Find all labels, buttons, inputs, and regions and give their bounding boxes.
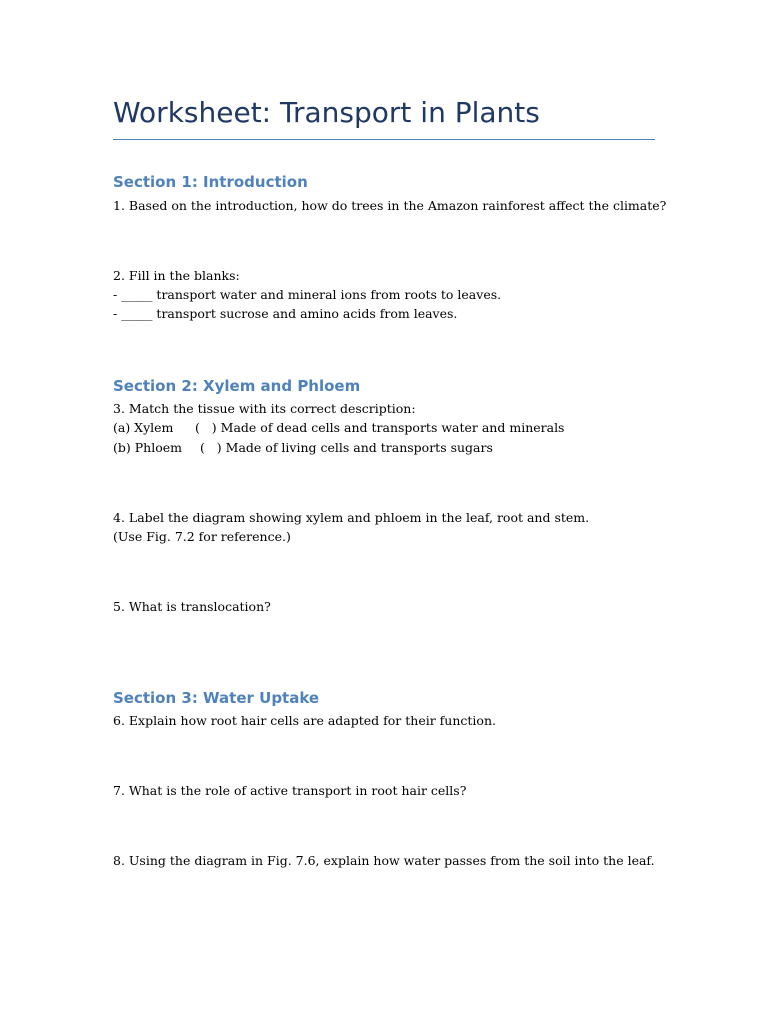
- question-4-note: (Use Fig. 7.2 for reference.): [113, 529, 291, 544]
- question-2-blank-2: - _____ transport sucrose and amino acids from leaves.: [113, 306, 458, 321]
- section-1-heading: Section 1: Introduction: [113, 173, 308, 191]
- section-2-heading: Section 2: Xylem and Phloem: [113, 377, 361, 395]
- question-3: 3. Match the tissue with its correct description:: [113, 401, 416, 416]
- question-4: 4. Label the diagram showing xylem and phloem in the leaf, root and stem.: [113, 510, 590, 525]
- match-tissue-label: (a) Xylem: [113, 420, 174, 435]
- question-8: 8. Using the diagram in Fig. 7.6, explain how water passes from the soil into the leaf.: [113, 853, 655, 868]
- section-3-heading: Section 3: Water Uptake: [113, 689, 320, 707]
- match-description: Made of dead cells and transports water and minerals: [220, 420, 565, 435]
- match-answer-bracket: ( ): [200, 440, 222, 455]
- question-6: 6. Explain how root hair cells are adapted for their function.: [113, 713, 496, 728]
- title-underline: [113, 139, 655, 140]
- page-title: Worksheet: Transport in Plants: [113, 96, 540, 129]
- match-row-phloem: [113, 439, 493, 457]
- match-row-xylem: [113, 419, 564, 437]
- question-2: 2. Fill in the blanks:: [113, 268, 240, 283]
- question-7: 7. What is the role of active transport in root hair cells?: [113, 783, 467, 798]
- match-answer-bracket: ( ): [195, 420, 217, 435]
- question-2-blank-1: - _____ transport water and mineral ions from roots to leaves.: [113, 287, 502, 302]
- match-tissue-label: (b) Phloem: [113, 440, 182, 455]
- match-description: Made of living cells and transports sugars: [225, 440, 493, 455]
- question-1: 1. Based on the introduction, how do trees in the Amazon rainforest affect the climate?: [113, 198, 667, 213]
- question-5: 5. What is translocation?: [113, 599, 271, 614]
